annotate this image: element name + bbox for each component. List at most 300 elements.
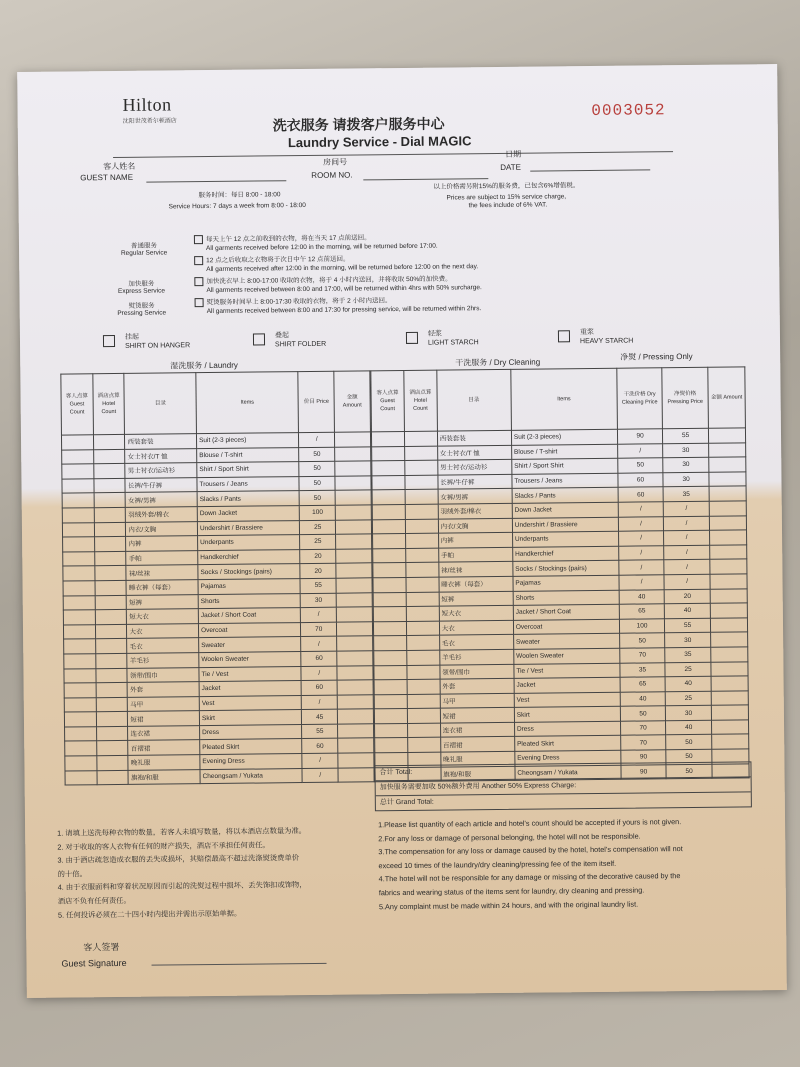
- guest-count-cell[interactable]: [63, 581, 95, 596]
- guest-count-cell[interactable]: [65, 741, 97, 756]
- item-cn-cell: 大衣: [439, 620, 513, 635]
- item-cn-cell: 睡衣裤（每套）: [439, 576, 513, 591]
- item-en-cell: Skirt: [514, 707, 620, 723]
- item-cn-cell: 短大衣: [127, 609, 199, 624]
- price-cell: /: [302, 753, 338, 768]
- item-cn-cell: 大衣: [127, 623, 199, 638]
- item-en-cell: Dress: [514, 721, 620, 737]
- item-en-cell: Socks / Stockings (pairs): [513, 561, 619, 577]
- hotel-count-cell[interactable]: [95, 566, 127, 581]
- price-cell: 60: [302, 739, 338, 754]
- item-en-cell: Undershirt / Brassiere: [512, 517, 618, 533]
- hotel-count-cell[interactable]: [94, 537, 126, 552]
- guest-count-cell[interactable]: [62, 508, 94, 523]
- guest-count-cell[interactable]: [63, 551, 95, 566]
- guest-count-cell[interactable]: [372, 490, 405, 505]
- hotel-count-cell[interactable]: [405, 460, 438, 475]
- item-cn-cell: 毛衣: [439, 635, 513, 650]
- brand-name: Hilton: [122, 94, 172, 115]
- col-price: 价目 Price: [298, 371, 334, 432]
- price-cell: 55: [302, 724, 338, 739]
- starch-option-heavy[interactable]: 重浆 HEAVY STARCH: [580, 328, 633, 347]
- guest-name-label-cn: 客人姓名: [103, 161, 136, 172]
- hotel-count-cell[interactable]: [94, 551, 126, 566]
- item-cn-cell: 连衣裙: [440, 722, 514, 737]
- price-cell: 45: [302, 709, 338, 724]
- guest-count-cell[interactable]: [373, 577, 406, 592]
- amount-cell[interactable]: [336, 549, 372, 564]
- date-label: DATE: [500, 162, 521, 172]
- hotel-count-cell[interactable]: [407, 665, 440, 680]
- guest-count-cell[interactable]: [374, 636, 407, 651]
- item-cn-cell: 男士衬衣/运动衫: [125, 463, 197, 478]
- pressing-price-cell: /: [664, 545, 710, 560]
- item-en-cell: Woolen Sweater: [514, 648, 620, 664]
- amount-cell[interactable]: [336, 563, 372, 578]
- item-en-cell: Pleated Skirt: [200, 739, 302, 755]
- pressing-section-title: 净熨 / Pressing Only: [620, 351, 693, 362]
- price-cell: 40: [620, 691, 666, 706]
- price-cell: 20: [300, 564, 336, 579]
- checkbox[interactable]: [194, 256, 203, 265]
- hotel-count-cell[interactable]: [404, 431, 437, 446]
- item-cn-cell: 长裤/牛仔裤: [125, 477, 197, 492]
- item-en-cell: Suit (2-3 pieces): [196, 433, 298, 449]
- hotel-count-cell[interactable]: [94, 478, 126, 493]
- guest-count-cell[interactable]: [64, 697, 96, 712]
- pressing-price-cell: 30: [665, 633, 711, 648]
- item-cn-cell: 女裤/男裤: [438, 489, 512, 504]
- amount-cell[interactable]: [336, 592, 372, 607]
- amount-cell[interactable]: [710, 603, 747, 618]
- price-cell: 60: [301, 651, 337, 666]
- guest-count-cell[interactable]: [374, 709, 407, 724]
- hotel-count-cell[interactable]: [406, 635, 439, 650]
- starch-option-folder[interactable]: 叠起 SHIRT FOLDER: [275, 331, 326, 350]
- item-en-cell: Blouse / T-shirt: [511, 444, 617, 460]
- amount-cell[interactable]: [335, 461, 371, 476]
- guest-count-cell[interactable]: [372, 461, 405, 476]
- table-row: [65, 767, 374, 785]
- note-line: 3.The compensation for any loss or damage caused by the hotel, hotel's compensation will not: [378, 844, 683, 857]
- hotel-count-cell[interactable]: [405, 489, 438, 504]
- price-cell: 50: [299, 476, 335, 491]
- hotel-count-cell[interactable]: [407, 708, 440, 723]
- guest-count-cell[interactable]: [374, 694, 407, 709]
- item-en-cell: Undershirt / Brassiere: [197, 520, 299, 536]
- price-cell: /: [619, 560, 665, 575]
- note-line: 的十倍。: [57, 869, 87, 879]
- price-cell: /: [301, 607, 337, 622]
- checkbox[interactable]: [195, 298, 204, 307]
- price-cell: 60: [301, 680, 337, 695]
- hotel-count-cell[interactable]: [93, 434, 125, 449]
- amount-cell[interactable]: [335, 432, 371, 447]
- starch-option-light[interactable]: 轻浆 LIGHT STARCH: [428, 329, 479, 348]
- item-cn-cell: 女士衬衣/T 恤: [437, 445, 511, 460]
- checkbox[interactable]: [558, 330, 570, 342]
- pressing-price-cell: /: [664, 574, 710, 589]
- amount-cell[interactable]: [711, 705, 748, 720]
- item-en-cell: Underpants: [512, 531, 618, 547]
- guest-count-cell[interactable]: [374, 650, 407, 665]
- item-cn-cell: 马甲: [440, 693, 514, 708]
- pressing-price-cell: 35: [663, 487, 709, 502]
- item-en-cell: Sweater: [513, 634, 619, 650]
- checkbox[interactable]: [194, 235, 203, 244]
- amount-cell[interactable]: [336, 519, 372, 534]
- amount-cell[interactable]: [336, 578, 372, 593]
- guest-count-cell[interactable]: [62, 449, 94, 464]
- item-en-cell: Tie / Vest: [199, 666, 301, 682]
- price-note-cn: 以上价格需另附15%的服务费，已包含6%增值税。: [433, 182, 580, 191]
- note-line: fabrics and wearing status of the items sent for laundry, dry cleaning and pressing.: [378, 885, 645, 898]
- hotel-count-cell[interactable]: [405, 533, 438, 548]
- amount-cell[interactable]: [709, 530, 746, 545]
- pressing-price-cell: /: [664, 516, 710, 531]
- pressing-price-cell: 35: [665, 647, 711, 662]
- express-service-label: 加快服务 Express Service: [117, 280, 165, 295]
- guest-name-field[interactable]: [146, 180, 286, 182]
- amount-cell[interactable]: [710, 588, 747, 603]
- price-cell: 70: [620, 648, 666, 663]
- pressing-price-cell: 50: [666, 749, 712, 764]
- starch-option-hanger[interactable]: 挂起 SHIRT ON HANGER: [125, 332, 190, 351]
- regular-option-2[interactable]: 12 点之后收取之衣物将于次日中午 12 点前送回。 All garments received after 12:00 in the morning, will be returned before 12:00 on the next day.: [194, 253, 478, 274]
- guest-count-cell[interactable]: [64, 639, 96, 654]
- amount-cell[interactable]: [337, 636, 373, 651]
- laundry-section-title: 湿洗服务 / Laundry: [170, 360, 238, 371]
- guest-count-cell[interactable]: [63, 595, 95, 610]
- hotel-count-cell[interactable]: [95, 653, 127, 668]
- price-cell: 65: [620, 677, 666, 692]
- item-cn-cell: 短裤: [439, 591, 513, 606]
- item-en-cell: Evening Dress: [200, 754, 302, 770]
- guest-count-cell[interactable]: [373, 592, 406, 607]
- guest-signature-label: 客人签署 Guest Signature: [61, 941, 127, 969]
- amount-cell[interactable]: [710, 632, 747, 647]
- hotel-count-cell[interactable]: [95, 610, 127, 625]
- amount-cell[interactable]: [335, 490, 371, 505]
- item-en-cell: Handkerchief: [198, 549, 300, 565]
- guest-count-cell[interactable]: [373, 621, 406, 636]
- guest-count-cell[interactable]: [374, 665, 407, 680]
- guest-count-cell[interactable]: [64, 654, 96, 669]
- item-cn-cell: 羊毛衫: [439, 649, 513, 664]
- guest-count-cell[interactable]: [64, 668, 96, 683]
- guest-count-cell[interactable]: [372, 504, 405, 519]
- item-cn-cell: 领带/围巾: [127, 667, 199, 682]
- price-cell: 40: [619, 589, 665, 604]
- amount-cell[interactable]: [709, 457, 746, 472]
- amount-cell[interactable]: [337, 694, 373, 709]
- guest-count-cell[interactable]: [65, 770, 97, 785]
- guest-signature-field[interactable]: [152, 963, 327, 966]
- amount-cell[interactable]: [710, 618, 747, 633]
- amount-cell[interactable]: [712, 734, 749, 749]
- pressing-price-cell: 30: [666, 706, 712, 721]
- amount-cell[interactable]: [337, 709, 373, 724]
- pressing-option[interactable]: 熨烫服务时间早上 8:00-17:30 收取的衣物，将于 2 小时内送回。 All garments received between 8:00 and 17:30 for pressing service, will be returned within 2hrs.: [195, 295, 482, 316]
- hotel-count-cell[interactable]: [407, 694, 440, 709]
- hotel-count-cell[interactable]: [405, 475, 438, 490]
- total-row: 合计 Total:: [375, 762, 750, 781]
- amount-cell[interactable]: [710, 545, 747, 560]
- amount-cell[interactable]: [709, 486, 746, 501]
- item-en-cell: Pleated Skirt: [515, 736, 621, 752]
- amount-cell[interactable]: [337, 680, 373, 695]
- hotel-count-cell[interactable]: [407, 679, 440, 694]
- price-cell: /: [299, 432, 335, 447]
- item-cn-cell: 袜/丝袜: [439, 562, 513, 577]
- room-no-label-cn: 房间号: [323, 157, 348, 167]
- amount-cell[interactable]: [708, 428, 745, 443]
- regular-option-1[interactable]: 每天上午 12 点之前收到的衣物，将在当天 17 点前送回。 All garments received before 12:00 in the morning, will be returned before 17:00.: [194, 233, 438, 254]
- hotel-count-cell[interactable]: [404, 446, 437, 461]
- amount-cell[interactable]: [336, 607, 372, 622]
- guest-count-cell[interactable]: [375, 723, 408, 738]
- note-line: 2.For any loss or damage of personal belonging, the hotel will not be responsible.: [378, 831, 641, 843]
- guest-count-cell[interactable]: [63, 537, 95, 552]
- item-cn-cell: 西装套装: [437, 430, 511, 445]
- price-cell: /: [301, 666, 337, 681]
- price-cell: /: [618, 531, 664, 546]
- price-cell: 50: [299, 491, 335, 506]
- hotel-count-cell[interactable]: [407, 723, 440, 738]
- hotel-count-cell[interactable]: [97, 755, 129, 770]
- item-cn-cell: 手帕: [126, 550, 198, 565]
- item-cn-cell: 百褶裙: [440, 737, 514, 752]
- guest-count-cell[interactable]: [62, 522, 94, 537]
- note-line: 5. 任何投诉必须在二十四小时内提出并需出示原始单据。: [57, 908, 242, 920]
- item-cn-cell: 内衣/文胸: [126, 521, 198, 536]
- hotel-count-cell[interactable]: [93, 464, 125, 479]
- item-cn-cell: 羽绒外套/棉衣: [438, 503, 512, 518]
- col-hotel-count: 酒店点算 Hotel Count: [93, 373, 125, 434]
- express-charge-row: 加快服务需要加收 50%额外费用 Another 50% Express Charge:: [376, 777, 751, 796]
- checkbox[interactable]: [406, 332, 418, 344]
- item-en-cell: Pajamas: [198, 579, 300, 595]
- hotel-count-cell[interactable]: [96, 697, 128, 712]
- item-en-cell: Shorts: [513, 590, 619, 606]
- item-cn-cell: 马甲: [128, 696, 200, 711]
- hotel-count-cell[interactable]: [96, 741, 128, 756]
- hotel-count-cell[interactable]: [96, 668, 128, 683]
- amount-cell[interactable]: [711, 720, 748, 735]
- guest-count-cell[interactable]: [373, 548, 406, 563]
- item-en-cell: Suit (2-3 pieces): [511, 429, 617, 445]
- hotel-count-cell[interactable]: [406, 562, 439, 577]
- item-en-cell: Slacks / Pants: [512, 488, 618, 504]
- amount-cell[interactable]: [709, 501, 746, 516]
- item-cn-cell: 短大衣: [439, 605, 513, 620]
- item-cn-cell: 手帕: [438, 547, 512, 562]
- guest-count-cell[interactable]: [372, 475, 405, 490]
- item-cn-cell: 西装套装: [125, 434, 197, 449]
- amount-cell[interactable]: [335, 505, 371, 520]
- hotel-count-cell[interactable]: [95, 580, 127, 595]
- guest-count-cell[interactable]: [65, 756, 97, 771]
- item-cn-cell: 男士衬衣/运动衫: [437, 460, 511, 475]
- hotel-count-cell[interactable]: [96, 682, 128, 697]
- pressing-price-cell: 50: [666, 735, 712, 750]
- hotel-count-cell[interactable]: [406, 621, 439, 636]
- guest-count-cell[interactable]: [373, 534, 406, 549]
- guest-count-cell[interactable]: [64, 712, 96, 727]
- dry-cleaning-table: [370, 366, 749, 782]
- price-cell: 90: [621, 750, 667, 765]
- item-cn-cell: 短裤: [127, 594, 199, 609]
- col-amount: 金额 Amount: [708, 367, 746, 428]
- guest-count-cell[interactable]: [372, 446, 405, 461]
- express-option[interactable]: 加快洗衣早上 8:00-17:00 收取的衣物，将于 4 小时内送回，并将收取 50%的加快费。 All garments received between 8:00 and 17:00, will be returned within 4hrs with 50% surcharge.: [194, 274, 482, 295]
- hotel-count-cell[interactable]: [95, 595, 127, 610]
- item-cn-cell: 旗袍/和服: [128, 769, 200, 784]
- room-no-field[interactable]: [363, 178, 488, 180]
- item-cn-cell: 百褶裙: [128, 740, 200, 755]
- item-en-cell: Trousers / Jeans: [197, 476, 299, 492]
- amount-cell[interactable]: [711, 676, 748, 691]
- price-cell: 60: [618, 487, 664, 502]
- hotel-count-cell[interactable]: [406, 577, 439, 592]
- amount-cell[interactable]: [338, 767, 374, 782]
- price-cell: 100: [619, 618, 665, 633]
- price-cell: 50: [619, 633, 665, 648]
- item-en-cell: Cheongsam / Yukata: [515, 765, 621, 781]
- amount-cell[interactable]: [711, 691, 748, 706]
- hotel-count-cell[interactable]: [97, 770, 129, 785]
- item-en-cell: Slacks / Pants: [197, 491, 299, 507]
- amount-cell[interactable]: [711, 647, 748, 662]
- price-cell: 50: [299, 461, 335, 476]
- item-cn-cell: 内衣/文胸: [438, 518, 512, 533]
- checkbox[interactable]: [103, 335, 115, 347]
- price-cell: 70: [301, 622, 337, 637]
- amount-cell[interactable]: [338, 738, 374, 753]
- title-cn: 洗衣服务 请拨客户服务中心: [272, 115, 445, 134]
- checkbox[interactable]: [194, 277, 203, 286]
- hotel-count-cell[interactable]: [405, 519, 438, 534]
- amount-cell[interactable]: [711, 661, 748, 676]
- guest-count-cell[interactable]: [63, 624, 95, 639]
- item-en-cell: Shorts: [198, 593, 300, 609]
- price-cell: 65: [619, 604, 665, 619]
- price-cell: 90: [617, 429, 663, 444]
- guest-count-cell[interactable]: [373, 563, 406, 578]
- serial-number: 0003052: [591, 101, 666, 120]
- item-cn-cell: 外套: [127, 682, 199, 697]
- item-cn-cell: 袜/丝袜: [126, 565, 198, 580]
- amount-cell[interactable]: [709, 515, 746, 530]
- hotel-count-cell[interactable]: [95, 624, 127, 639]
- guest-count-cell[interactable]: [372, 519, 405, 534]
- price-cell: 50: [618, 458, 664, 473]
- hotel-count-cell[interactable]: [96, 726, 128, 741]
- brand-subtitle: 沈阳世茂希尔顿酒店: [122, 118, 177, 125]
- item-cn-cell: 晚礼服: [128, 755, 200, 770]
- hotel-count-cell[interactable]: [408, 738, 441, 753]
- pressing-price-cell: 40: [665, 676, 711, 691]
- col-hotel-count: 酒店点算 Hotel Count: [404, 370, 437, 431]
- guest-count-cell[interactable]: [62, 464, 94, 479]
- pressing-price-cell: 30: [663, 472, 709, 487]
- notes-en: [378, 815, 683, 913]
- amount-cell[interactable]: [708, 442, 745, 457]
- amount-cell[interactable]: [337, 622, 373, 637]
- guest-count-cell[interactable]: [63, 610, 95, 625]
- guest-count-cell[interactable]: [61, 435, 93, 450]
- hotel-count-cell[interactable]: [96, 712, 128, 727]
- amount-cell[interactable]: [337, 665, 373, 680]
- pressing-service-label: 熨烫服务 Pressing Service: [117, 302, 167, 317]
- col-item-en: Items: [511, 368, 618, 430]
- item-en-cell: Down Jacket: [512, 502, 618, 518]
- guest-count-cell[interactable]: [374, 680, 407, 695]
- guest-count-cell[interactable]: [63, 566, 95, 581]
- totals-box: [374, 761, 751, 811]
- price-cell: 20: [300, 549, 336, 564]
- amount-cell[interactable]: [710, 559, 747, 574]
- hotel-count-cell[interactable]: [406, 548, 439, 563]
- date-field[interactable]: [530, 169, 650, 171]
- amount-cell[interactable]: [709, 472, 746, 487]
- pressing-price-cell: 30: [663, 457, 709, 472]
- guest-count-cell[interactable]: [371, 431, 404, 446]
- guest-count-cell[interactable]: [373, 607, 406, 622]
- item-cn-cell: 睡衣裤（每套）: [126, 580, 198, 595]
- amount-cell[interactable]: [337, 651, 373, 666]
- hotel-count-cell[interactable]: [95, 639, 127, 654]
- price-cell: /: [301, 637, 337, 652]
- hotel-count-cell[interactable]: [406, 592, 439, 607]
- note-line: 3. 由于酒店疏忽造成衣服的丢失或损坏，其赔偿最高不超过洗涤熨烫费单价: [57, 853, 300, 865]
- amount-cell[interactable]: [335, 476, 371, 491]
- price-note-en-1: Prices are subject to 15% service charge,: [446, 193, 567, 202]
- guest-count-cell[interactable]: [62, 479, 94, 494]
- pressing-price-cell: 25: [666, 691, 712, 706]
- pressing-price-cell: 50: [666, 764, 712, 779]
- guest-count-cell[interactable]: [375, 738, 408, 753]
- item-en-cell: Cheongsam / Yukata: [200, 768, 302, 784]
- grand-total-row: 总计 Grand Total:: [379, 798, 434, 807]
- guest-count-cell[interactable]: [65, 727, 97, 742]
- amount-cell[interactable]: [338, 724, 374, 739]
- item-cn-cell: 短裙: [128, 711, 200, 726]
- hotel-count-cell[interactable]: [94, 522, 126, 537]
- col-guest-count: 客人点算 Guest Count: [61, 374, 93, 435]
- amount-cell[interactable]: [710, 574, 747, 589]
- hotel-count-cell[interactable]: [93, 449, 125, 464]
- price-cell: 55: [300, 578, 336, 593]
- guest-count-cell[interactable]: [64, 683, 96, 698]
- amount-cell[interactable]: [335, 446, 371, 461]
- item-en-cell: Dress: [200, 724, 302, 740]
- hotel-count-cell[interactable]: [94, 507, 126, 522]
- item-en-cell: Sweater: [199, 637, 301, 653]
- hotel-count-cell[interactable]: [406, 606, 439, 621]
- checkbox[interactable]: [253, 333, 265, 345]
- amount-cell[interactable]: [338, 753, 374, 768]
- note-line: 1. 请填上送洗每种衣物的数量，若客人未填写数量，将以本酒店点数量为准。: [57, 826, 307, 838]
- guest-count-cell[interactable]: [62, 493, 94, 508]
- hotel-count-cell[interactable]: [407, 650, 440, 665]
- item-cn-cell: 外套: [440, 678, 514, 693]
- item-cn-cell: 长裤/牛仔裤: [438, 474, 512, 489]
- note-line: 4.The hotel will not be responsible for any damage or missing of the decorative caused by the: [378, 871, 681, 884]
- hotel-count-cell[interactable]: [405, 504, 438, 519]
- amount-cell[interactable]: [336, 534, 372, 549]
- hotel-count-cell[interactable]: [94, 493, 126, 508]
